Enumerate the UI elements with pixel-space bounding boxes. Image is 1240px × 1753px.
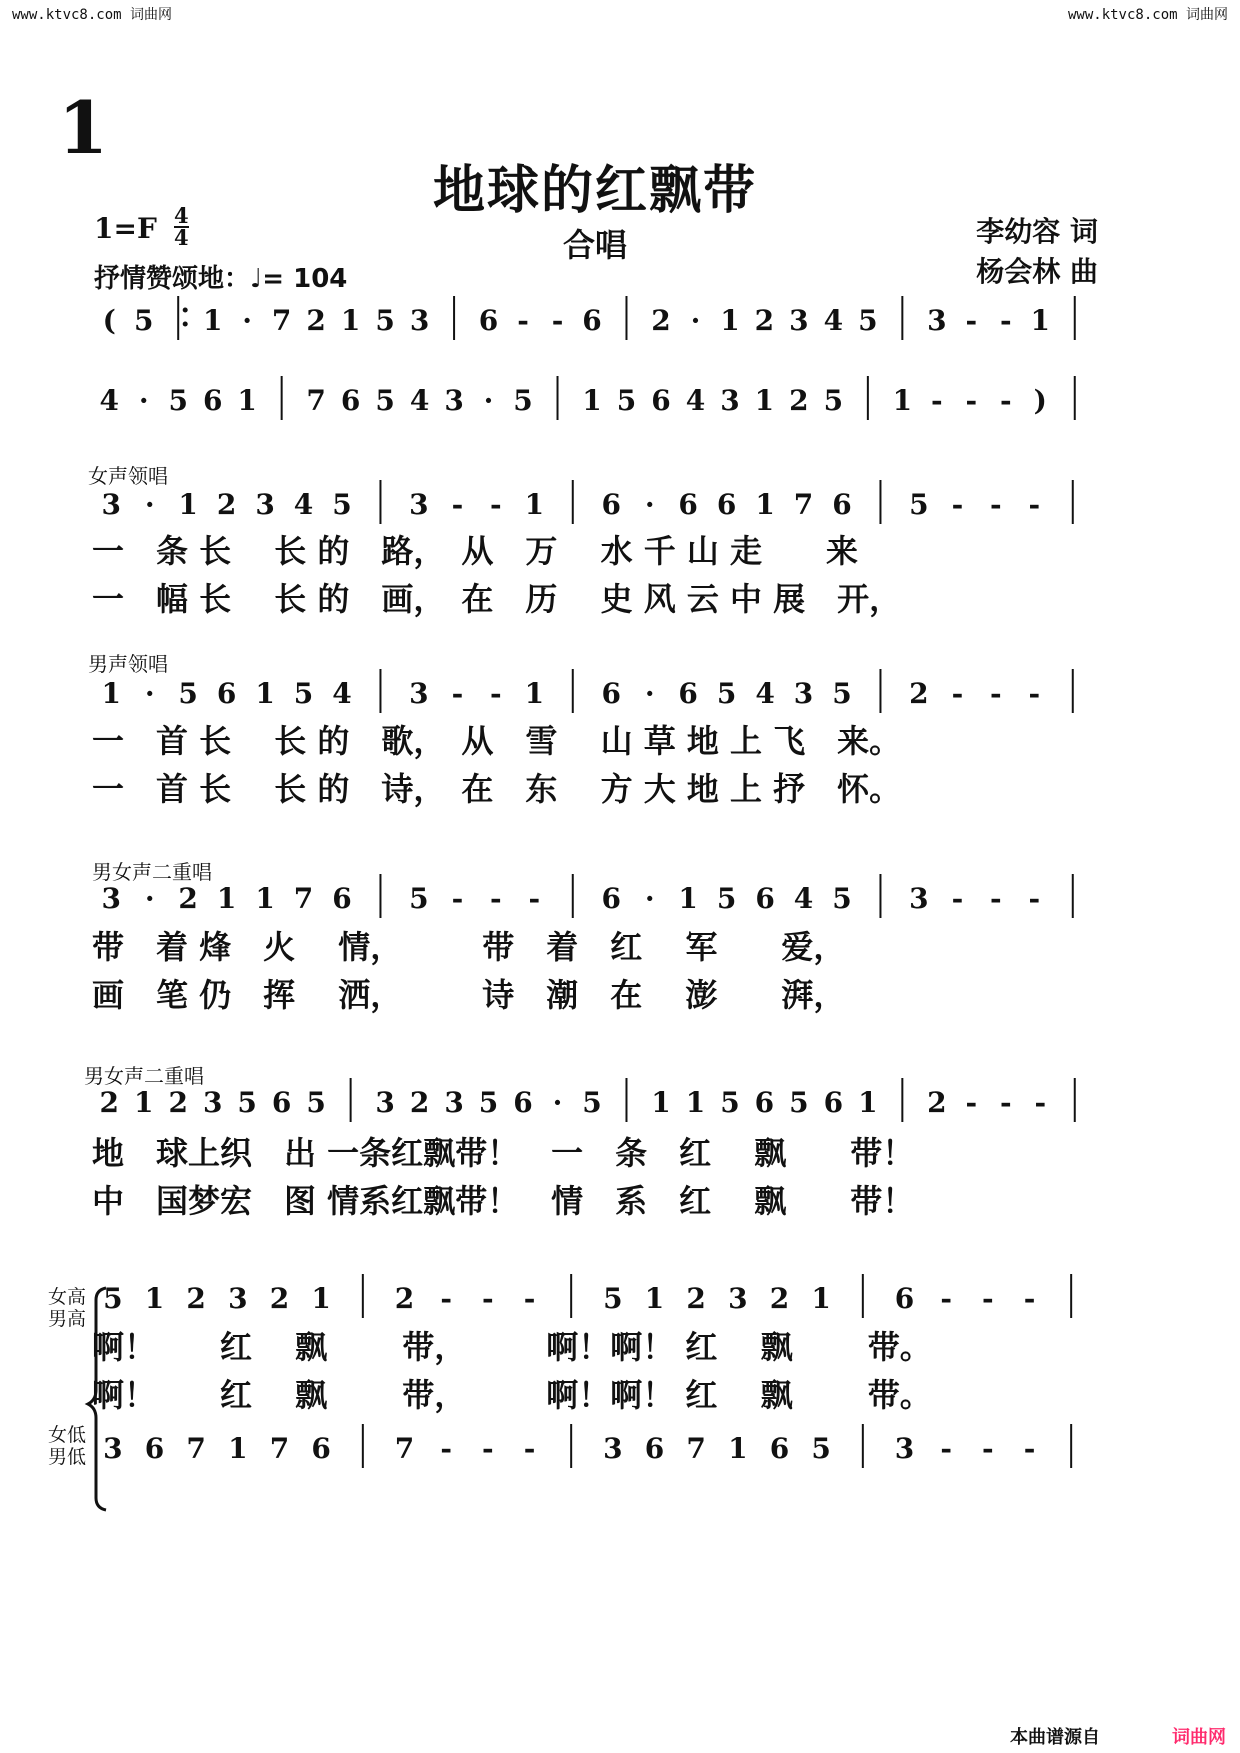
- note: (: [102, 304, 116, 337]
- note: 5: [168, 384, 188, 417]
- note: 7: [269, 1432, 290, 1465]
- note: 1: [755, 488, 775, 521]
- site-watermark-left: www.ktvc8.com 词曲网: [12, 7, 173, 23]
- note: -: [965, 1086, 978, 1119]
- note: 3: [789, 304, 809, 337]
- note: 6: [754, 1086, 775, 1119]
- note: ·: [144, 882, 155, 915]
- note: 4: [823, 304, 844, 337]
- note: 2: [168, 1086, 188, 1119]
- note: 2: [409, 1086, 430, 1119]
- note: 4: [793, 882, 814, 915]
- note: ·: [483, 384, 494, 417]
- note: 6: [478, 304, 499, 337]
- note: 7: [186, 1432, 206, 1465]
- section-label-duet-1: 男女声二重唱: [92, 860, 212, 884]
- note: -: [940, 1282, 952, 1315]
- note: 5: [832, 882, 852, 915]
- note: 6: [216, 677, 237, 710]
- note: -: [951, 488, 964, 521]
- lyric-line: 带 着 烽 火 情， 带 着 红 军 爱，: [92, 928, 846, 966]
- note: 5: [178, 677, 198, 710]
- note: 4: [293, 488, 314, 521]
- note: 2: [686, 1282, 706, 1315]
- note: 3: [444, 1086, 464, 1119]
- note: 3: [409, 677, 429, 710]
- note: 6: [332, 882, 352, 915]
- note: 2: [769, 1282, 790, 1315]
- note: ·: [138, 384, 149, 417]
- note: 1: [202, 304, 223, 337]
- note: 3: [101, 488, 121, 521]
- note: 6: [340, 384, 361, 417]
- song-title: 地球的红飘带: [432, 161, 757, 221]
- lyric-line: 中 国梦宏 图 情系红飘带！ 情 系 红 飘 带！: [92, 1182, 915, 1220]
- note: ·: [144, 488, 155, 521]
- note: -: [490, 488, 502, 521]
- note: 1: [754, 384, 775, 417]
- note: 1: [811, 1282, 831, 1315]
- note: -: [1023, 1282, 1036, 1315]
- note: 6: [678, 677, 698, 710]
- note: 1: [216, 882, 237, 915]
- note: 1: [651, 1086, 671, 1119]
- note: 6: [601, 677, 621, 710]
- note: 5: [832, 677, 852, 710]
- page-number: 1: [58, 85, 109, 170]
- meter-top: 4: [174, 203, 189, 228]
- note: 7: [293, 882, 314, 915]
- note: 4: [99, 384, 119, 417]
- note: 6: [601, 882, 621, 915]
- note: 3: [255, 488, 275, 521]
- note: -: [440, 1432, 452, 1465]
- note: -: [990, 488, 1002, 521]
- note: 2: [754, 304, 775, 337]
- note: -: [451, 677, 464, 710]
- repeat-dot: [183, 322, 188, 327]
- note: 5: [716, 882, 737, 915]
- note: 6: [202, 384, 223, 417]
- note: 7: [793, 488, 814, 521]
- section-label-female-solo: 女声领唱: [88, 464, 168, 488]
- note: 7: [394, 1432, 415, 1465]
- note: 5: [409, 882, 429, 915]
- note: 6: [311, 1432, 331, 1465]
- site-watermark-right: www.ktvc8.com 词曲网: [1067, 7, 1228, 23]
- note: 2: [306, 304, 326, 337]
- note: 3: [720, 384, 740, 417]
- note: 1: [255, 677, 275, 710]
- note: 5: [811, 1432, 831, 1465]
- lyric-line: 一 首 长 长 的 歌， 从 雪 山 草 地 上 飞 来。: [92, 722, 902, 760]
- note: -: [451, 488, 464, 521]
- note: -: [1028, 488, 1041, 521]
- note: 1: [1030, 304, 1051, 337]
- note: 4: [409, 384, 430, 417]
- note: 5: [513, 384, 533, 417]
- note: 5: [103, 1282, 123, 1315]
- note: ·: [552, 1086, 563, 1119]
- note: 1: [237, 384, 257, 417]
- note: -: [440, 1282, 452, 1315]
- note: 5: [375, 304, 395, 337]
- note: 6: [823, 1086, 844, 1119]
- note: 3: [444, 384, 464, 417]
- voice-soprano-label: 女高: [48, 1286, 87, 1308]
- note: -: [490, 677, 502, 710]
- note: 5: [582, 1086, 602, 1119]
- note: 5: [789, 1086, 809, 1119]
- lyric-line: 一 幅 长 长 的 画， 在 历 史 风 云 中 展 开，: [92, 580, 902, 618]
- composer-credit: 杨会林 曲: [976, 255, 1098, 288]
- note: -: [1023, 1432, 1036, 1465]
- section-label-male-solo: 男声领唱: [88, 652, 168, 676]
- note: -: [982, 1282, 994, 1315]
- lyricist-credit: 李幼容 词: [976, 215, 1098, 248]
- note: 3: [375, 1086, 395, 1119]
- note: 6: [582, 304, 602, 337]
- note: 6: [144, 1432, 165, 1465]
- note: 1: [582, 384, 602, 417]
- note: 2: [178, 882, 198, 915]
- note: 2: [216, 488, 237, 521]
- note: 5: [616, 384, 637, 417]
- note: -: [951, 677, 964, 710]
- note: 1: [644, 1282, 665, 1315]
- note: 1: [892, 384, 913, 417]
- voice-bass-label: 男低: [48, 1446, 87, 1468]
- note: 5: [375, 384, 395, 417]
- note: 5: [332, 488, 352, 521]
- note: -: [1028, 882, 1041, 915]
- lyric-line: 啊！ 红 飘 带， 啊！啊！ 红 飘 带。: [92, 1376, 932, 1414]
- note: -: [551, 304, 564, 337]
- tempo-marking: 抒情赞颂地：♩= 104: [94, 264, 348, 294]
- note: 2: [909, 677, 929, 710]
- note: 1: [858, 1086, 878, 1119]
- note: 2: [99, 1086, 119, 1119]
- note: 3: [101, 882, 121, 915]
- note: 6: [601, 488, 621, 521]
- note: 1: [524, 488, 545, 521]
- note: -: [990, 677, 1002, 710]
- note: -: [965, 384, 978, 417]
- meter-bottom: 4: [174, 225, 189, 250]
- note: -: [931, 384, 943, 417]
- note: 3: [603, 1432, 623, 1465]
- note: ·: [242, 304, 253, 337]
- note: -: [1028, 677, 1041, 710]
- note: 5: [603, 1282, 623, 1315]
- note: 5: [237, 1086, 257, 1119]
- note: 6: [716, 488, 737, 521]
- note: 2: [651, 304, 671, 337]
- voice-alto-label: 女低: [48, 1424, 87, 1446]
- note: -: [951, 882, 964, 915]
- note: 3: [409, 488, 429, 521]
- note: 1: [685, 1086, 706, 1119]
- note: 6: [678, 488, 698, 521]
- lyric-line: 啊！ 红 飘 带， 啊！啊！ 红 飘 带。: [92, 1328, 932, 1366]
- note: -: [517, 304, 529, 337]
- note: 1: [101, 677, 121, 710]
- note: ·: [644, 677, 655, 710]
- key-signature: 1=F: [94, 212, 157, 245]
- note: 6: [651, 384, 671, 417]
- note: 6: [513, 1086, 533, 1119]
- note: 2: [789, 384, 809, 417]
- note: 7: [686, 1432, 706, 1465]
- note: -: [490, 882, 502, 915]
- note: 7: [271, 304, 292, 337]
- note: -: [523, 1432, 536, 1465]
- note: 4: [755, 677, 775, 710]
- note: 5: [133, 304, 154, 337]
- note: 5: [909, 488, 929, 521]
- footer-site-logo: 词曲网: [1172, 1727, 1226, 1748]
- note: 2: [927, 1086, 947, 1119]
- note: 5: [858, 304, 878, 337]
- lyric-line: 一 首 长 长 的 诗， 在 东 方 大 地 上 抒 怀。: [92, 770, 902, 808]
- note: 1: [144, 1282, 165, 1315]
- note: 3: [909, 882, 929, 915]
- note: 3: [894, 1432, 915, 1465]
- note: -: [528, 882, 541, 915]
- note: 1: [728, 1432, 748, 1465]
- note: 5: [306, 1086, 326, 1119]
- note: 5: [478, 1086, 499, 1119]
- note: -: [999, 304, 1012, 337]
- note: 2: [394, 1282, 415, 1315]
- lyric-line: 画 笔 仍 挥 洒， 诗 潮 在 澎 湃，: [92, 976, 846, 1014]
- section-label-duet-2: 男女声二重唱: [84, 1064, 204, 1088]
- note: ): [1033, 384, 1047, 417]
- note: 1: [720, 304, 740, 337]
- note: 6: [769, 1432, 790, 1465]
- note: 6: [755, 882, 775, 915]
- note: -: [523, 1282, 536, 1315]
- note: 3: [202, 1086, 223, 1119]
- lyric-line: 地 球上织 出 一条红飘带！ 一 条 红 飘 带！: [92, 1134, 915, 1172]
- note: -: [965, 304, 978, 337]
- note: 1: [311, 1282, 331, 1315]
- note: 1: [340, 304, 361, 337]
- note: -: [999, 1086, 1012, 1119]
- note: ·: [644, 488, 655, 521]
- note: 4: [685, 384, 706, 417]
- note: 5: [293, 677, 314, 710]
- note: 3: [793, 677, 814, 710]
- note: 5: [823, 384, 844, 417]
- note: -: [482, 1282, 494, 1315]
- note: 5: [720, 1086, 740, 1119]
- note: -: [940, 1432, 952, 1465]
- note: ·: [690, 304, 701, 337]
- note: 6: [832, 488, 852, 521]
- note: -: [482, 1432, 494, 1465]
- note: 6: [271, 1086, 292, 1119]
- song-subtitle: 合唱: [562, 226, 627, 264]
- note: -: [1034, 1086, 1047, 1119]
- note: 5: [716, 677, 737, 710]
- note: -: [451, 882, 464, 915]
- note: 1: [524, 677, 545, 710]
- note: 6: [644, 1432, 665, 1465]
- repeat-dot: [183, 308, 188, 313]
- note: 1: [133, 1086, 154, 1119]
- note: 2: [186, 1282, 206, 1315]
- note: 3: [927, 304, 947, 337]
- note: 4: [332, 677, 352, 710]
- note: 3: [409, 304, 430, 337]
- note: 1: [255, 882, 275, 915]
- note: 3: [728, 1282, 748, 1315]
- footer-source: 本曲谱源自: [1010, 1727, 1100, 1748]
- note: 7: [306, 384, 326, 417]
- note: -: [990, 882, 1002, 915]
- note: 3: [228, 1282, 248, 1315]
- note: ·: [644, 882, 655, 915]
- note: -: [999, 384, 1012, 417]
- note: 1: [228, 1432, 248, 1465]
- note: ·: [144, 677, 155, 710]
- note: 2: [269, 1282, 290, 1315]
- note: 6: [894, 1282, 915, 1315]
- note: -: [982, 1432, 994, 1465]
- note: 3: [103, 1432, 123, 1465]
- voice-tenor-label: 男高: [48, 1308, 87, 1330]
- lyric-line: 一 条 长 长 的 路， 从 万 水 千 山 走 来: [92, 532, 858, 570]
- note: 1: [678, 882, 698, 915]
- note: 1: [178, 488, 198, 521]
